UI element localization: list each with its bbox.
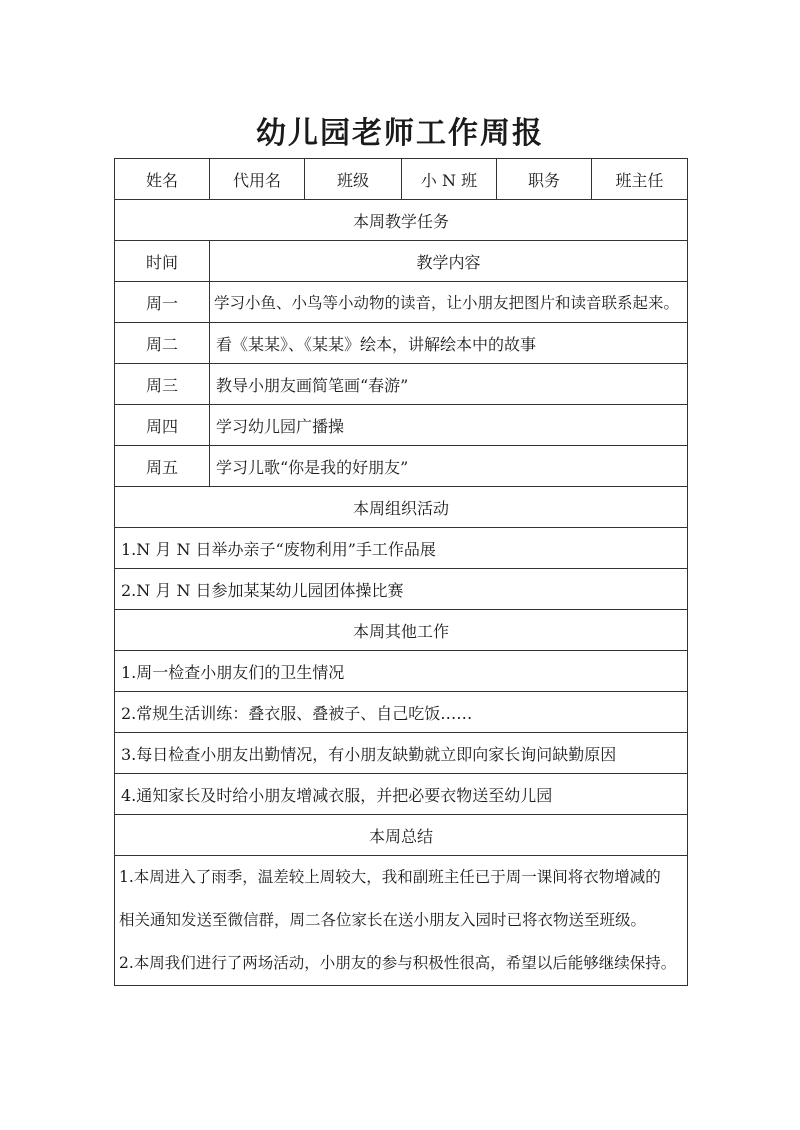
table-row <box>115 282 688 323</box>
table-row <box>115 733 688 774</box>
name-value: 代用名 <box>210 159 305 200</box>
time-column-header: 时间 <box>115 241 210 282</box>
name-label: 姓名 <box>115 159 210 200</box>
class-value: 小 N 班 <box>402 159 497 200</box>
section-header-row <box>115 815 688 856</box>
content-column-header: 教学内容 <box>210 241 688 282</box>
position-label: 职务 <box>497 159 592 200</box>
activity-item: 2.N 月 N 日参加某某幼儿园团体操比赛 <box>115 569 688 610</box>
day-cell: 周二 <box>115 323 210 364</box>
summary-cell <box>115 856 688 986</box>
teaching-content-cell: 学习幼儿园广播操 <box>210 405 688 446</box>
other-work-item: 2.常规生活训练：叠衣服、叠被子、自己吃饭…… <box>115 692 688 733</box>
table-row <box>115 364 688 405</box>
header-row <box>115 159 688 200</box>
table-row <box>115 528 688 569</box>
teaching-section-title: 本周教学任务 <box>115 200 688 241</box>
day-cell: 周五 <box>115 446 210 487</box>
table-row <box>115 774 688 815</box>
class-label: 班级 <box>305 159 402 200</box>
teaching-content-cell: 学习小鱼、小鸟等小动物的读音，让小朋友把图片和读音联系起来。 <box>210 282 688 323</box>
page-title: 幼儿园老师工作周报 <box>256 116 544 151</box>
teaching-content-cell: 看《某某》、《某某》绘本，讲解绘本中的故事 <box>210 323 688 364</box>
table-row <box>115 323 688 364</box>
summary-section-title: 本周总结 <box>115 815 688 856</box>
teaching-content-cell: 教导小朋友画简笔画“春游” <box>210 364 688 405</box>
table-row <box>115 692 688 733</box>
summary-line: 2.本周我们进行了两场活动，小朋友的参与积极性很高，希望以后能够继续保持。 <box>119 954 677 972</box>
other-work-item: 4.通知家长及时给小朋友增减衣服，并把必要衣物送至幼儿园 <box>115 774 688 815</box>
day-cell: 周一 <box>115 282 210 323</box>
other-work-item: 3.每日检查小朋友出勤情况，有小朋友缺勤就立即向家长询问缺勤原因 <box>115 733 688 774</box>
teaching-column-header-row <box>115 241 688 282</box>
activities-section-title: 本周组织活动 <box>115 487 688 528</box>
summary-line: 1.本周进入了雨季，温差较上周较大，我和副班主任已于周一课间将衣物增减的 <box>119 868 661 886</box>
other-work-item: 1.周一检查小朋友们的卫生情况 <box>115 651 688 692</box>
section-header-row <box>115 610 688 651</box>
activity-item: 1.N 月 N 日举办亲子“废物利用”手工作品展 <box>115 528 688 569</box>
section-header-row <box>115 200 688 241</box>
table-row <box>115 569 688 610</box>
summary-line: 相关通知发送至微信群，周二各位家长在送小朋友入园时已将衣物送至班级。 <box>119 911 647 929</box>
position-value: 班主任 <box>592 159 688 200</box>
teaching-content-cell: 学习儿歌“你是我的好朋友” <box>210 446 688 487</box>
table-row <box>115 405 688 446</box>
table-row <box>115 651 688 692</box>
weekly-report-table <box>114 158 688 986</box>
day-cell: 周四 <box>115 405 210 446</box>
other-work-section-title: 本周其他工作 <box>115 610 688 651</box>
section-header-row <box>115 487 688 528</box>
day-cell: 周三 <box>115 364 210 405</box>
summary-row <box>115 856 688 986</box>
table-row <box>115 446 688 487</box>
